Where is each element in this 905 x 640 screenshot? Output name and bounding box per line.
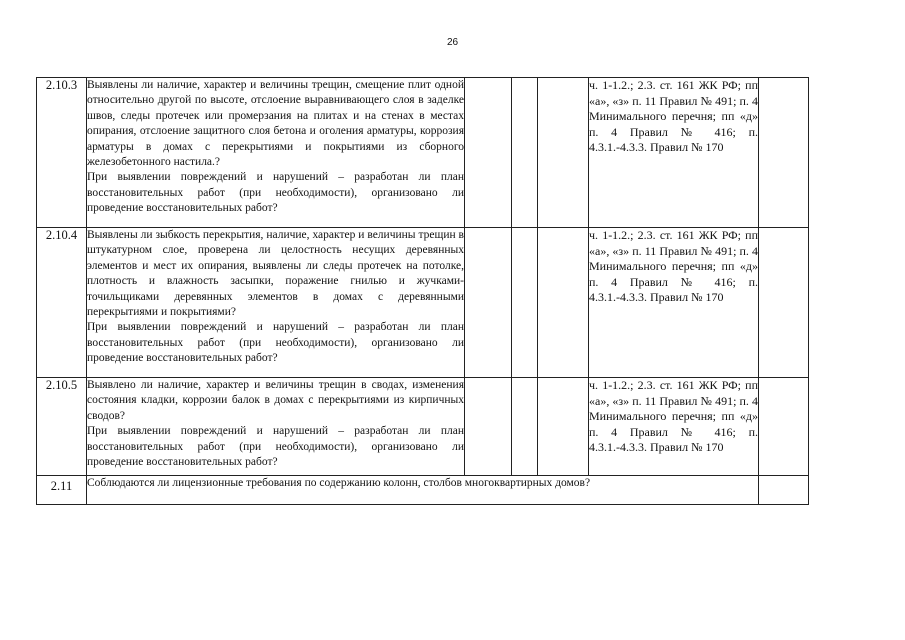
answer-yes-cell xyxy=(465,378,512,476)
table-row xyxy=(37,228,809,378)
answer-yes-cell xyxy=(465,78,512,228)
question-followup: При выявлении повреждений и нарушений – разработан ли план восстановительных работ (при необходимости), организовано ли проведение восстановительных работ? xyxy=(87,171,464,215)
checklist-table xyxy=(36,77,809,505)
answer-na-cell xyxy=(538,78,589,228)
note-cell xyxy=(759,476,809,505)
page-number: 26 xyxy=(446,37,459,48)
note-cell xyxy=(759,228,809,378)
question-text: Выявлены ли наличие, характер и величины трещин, смещение плит одной относительно другой по высоте, отслоение выравнивающего слоя в заделке швов, следы протечек или промерзания на плитах и на стенах в местах опирания, отслоение защитного слоя бетона и оголения арматуры, коррозия арматуры в домах с перекрытиями и покрытиями из сборного железобетонного настила.? xyxy=(87,79,464,169)
table-row xyxy=(37,78,809,228)
answer-na-cell xyxy=(538,228,589,378)
question-followup: При выявлении повреждений и нарушений – разработан ли план восстановительных работ (при необходимости), организовано ли проведение восстановительных работ? xyxy=(87,321,464,365)
question-text: Выявлено ли наличие, характер и величины трещин в сводах, изменения состояния кладки, коррозии балок в домах с перекрытиями из кирпичных сводов? xyxy=(87,379,464,422)
answer-no-cell xyxy=(512,378,538,476)
row-number: 2.10.4 xyxy=(37,228,87,378)
question-cell xyxy=(87,78,465,228)
section-title: Соблюдаются ли лицензионные требования по содержанию колонн, столбов многоквартирных домов? xyxy=(87,476,759,505)
note-cell xyxy=(759,378,809,476)
section-row xyxy=(37,476,809,505)
row-number: 2.10.5 xyxy=(37,378,87,476)
question-text: Выявлены ли зыбкость перекрытия, наличие, характер и величины трещин в штукатурном слое, проверена ли целостность несущих деревянных элементов и мест их опирания, выявлены ли следы протечек на потолке, плотность и влажность засыпки, поражение гнилью и жучками-точильщиками деревянных элементов в домах с деревянными перекрытиями и покрытиями? xyxy=(87,229,464,319)
reference-cell: ч. 1-1.2.; 2.3. ст. 161 ЖК РФ; пп «а», «з» п. 11 Правил № 491; п. 4 Минимального перечня; пп «д» п. 4 Правил № 416; п. 4.3.1.-4.3.3. Правил № 170 xyxy=(589,228,759,378)
note-cell xyxy=(759,78,809,228)
answer-no-cell xyxy=(512,78,538,228)
table-row xyxy=(37,378,809,476)
answer-yes-cell xyxy=(465,228,512,378)
section-number: 2.11 xyxy=(37,476,87,505)
reference-cell: ч. 1-1.2.; 2.3. ст. 161 ЖК РФ; пп «а», «з» п. 11 Правил № 491; п. 4 Минимального перечня; пп «д» п. 4 Правил № 416; п. 4.3.1.-4.3.3. Правил № 170 xyxy=(589,78,759,228)
row-number: 2.10.3 xyxy=(37,78,87,228)
question-cell xyxy=(87,378,465,476)
answer-na-cell xyxy=(538,378,589,476)
answer-no-cell xyxy=(512,228,538,378)
question-cell xyxy=(87,228,465,378)
question-followup: При выявлении повреждений и нарушений – разработан ли план восстановительных работ (при необходимости), организовано ли проведение восстановительных работ? xyxy=(87,425,464,469)
reference-cell: ч. 1-1.2.; 2.3. ст. 161 ЖК РФ; пп «а», «з» п. 11 Правил № 491; п. 4 Минимального перечня; пп «д» п. 4 Правил № 416; п. 4.3.1.-4.3.3. Правил № 170 xyxy=(589,378,759,476)
